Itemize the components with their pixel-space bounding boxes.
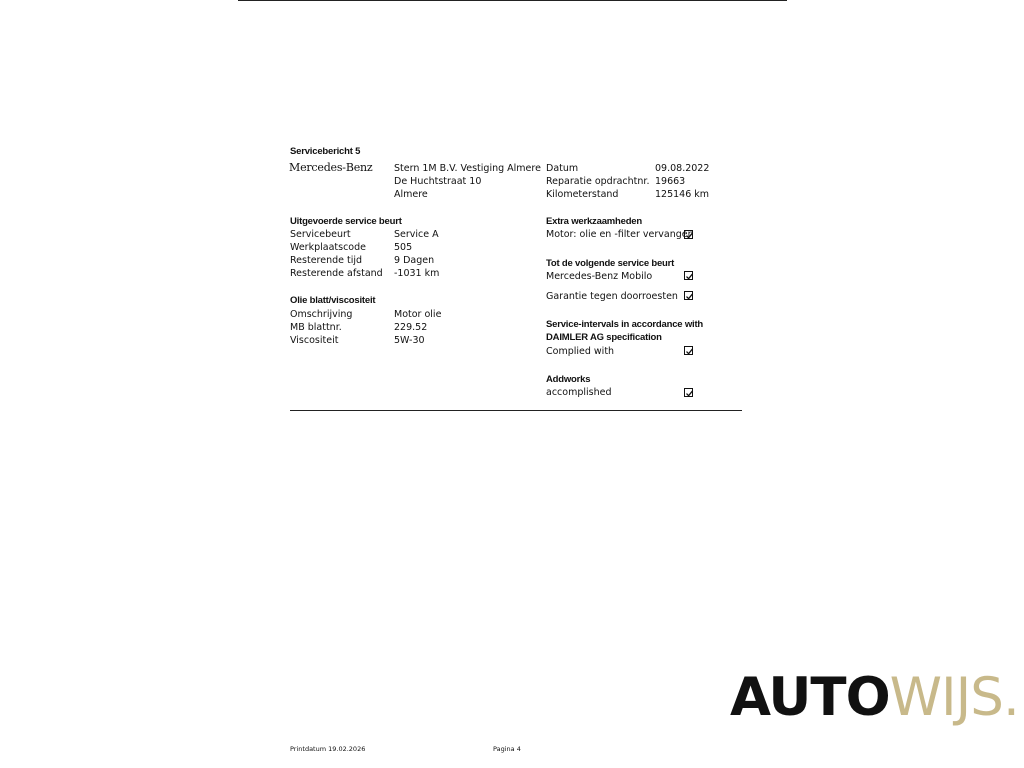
oil-value: 229.52 (394, 322, 428, 333)
meta-value-order: 19663 (655, 176, 686, 187)
watermark-part-wijs: WIJS. (889, 667, 1019, 728)
extra-heading: Extra werkzaamheden (546, 216, 642, 227)
intervals-heading-line2: DAIMLER AG specification (546, 332, 662, 343)
addworks-heading: Addworks (546, 374, 591, 385)
next-service-item-label: Mercedes-Benz Mobilo (546, 271, 653, 282)
oil-label: MB blattnr. (290, 322, 342, 333)
oil-heading: Olie blatt/viscositeit (290, 295, 376, 306)
report-title: Servicebericht 5 (290, 146, 361, 157)
checkbox-checked-icon (684, 230, 693, 239)
addworks-item-label: accomplished (546, 387, 612, 398)
next-service-heading: Tot de volgende service beurt (546, 258, 675, 269)
intervals-heading: Service-intervals in accordance with (546, 319, 704, 330)
dealer-city: Almere (394, 189, 428, 200)
dealer-name: Stern 1M B.V. Vestiging Almere (394, 163, 541, 174)
dealer-street: De Huchtstraat 10 (394, 176, 482, 187)
service-heading: Uitgevoerde service beurt (290, 216, 402, 227)
service-value: 505 (394, 242, 413, 253)
mercedes-benz-logo: Mercedes-Benz (289, 161, 373, 174)
watermark-part-auto: AUTO (730, 667, 890, 728)
meta-value-mileage: 125146 km (655, 189, 710, 200)
oil-value: 5W-30 (394, 335, 425, 346)
oil-value: Motor olie (394, 309, 442, 320)
autowijs-watermark-logo (730, 668, 1019, 728)
checkbox-checked-icon (684, 291, 693, 300)
service-label: Resterende afstand (290, 268, 383, 279)
extra-item-label: Motor: olie en -filter vervangen (546, 229, 694, 240)
oil-label: Omschrijving (290, 309, 353, 320)
footer-print-date: Printdatum 19.02.2026 (290, 745, 366, 753)
checkbox-checked-icon (684, 346, 693, 355)
checkbox-checked-icon (684, 388, 693, 397)
service-label: Servicebeurt (290, 229, 351, 240)
oil-label: Viscositeit (290, 335, 339, 346)
checkbox-checked-icon (684, 271, 693, 280)
service-value: Service A (394, 229, 439, 240)
service-value: -1031 km (394, 268, 440, 279)
meta-value-date: 09.08.2022 (655, 163, 710, 174)
meta-label-mileage: Kilometerstand (546, 189, 619, 200)
service-value: 9 Dagen (394, 255, 435, 266)
service-label: Resterende tijd (290, 255, 363, 266)
service-label: Werkplaatscode (290, 242, 366, 253)
footer-page-number: Pagina 4 (493, 745, 521, 753)
meta-label-order: Reparatie opdrachtnr. (546, 176, 650, 187)
intervals-item-label: Complied with (546, 346, 615, 357)
next-service-item-label: Garantie tegen doorroesten (546, 291, 678, 302)
section-divider (290, 410, 742, 411)
meta-label-date: Datum (546, 163, 579, 174)
